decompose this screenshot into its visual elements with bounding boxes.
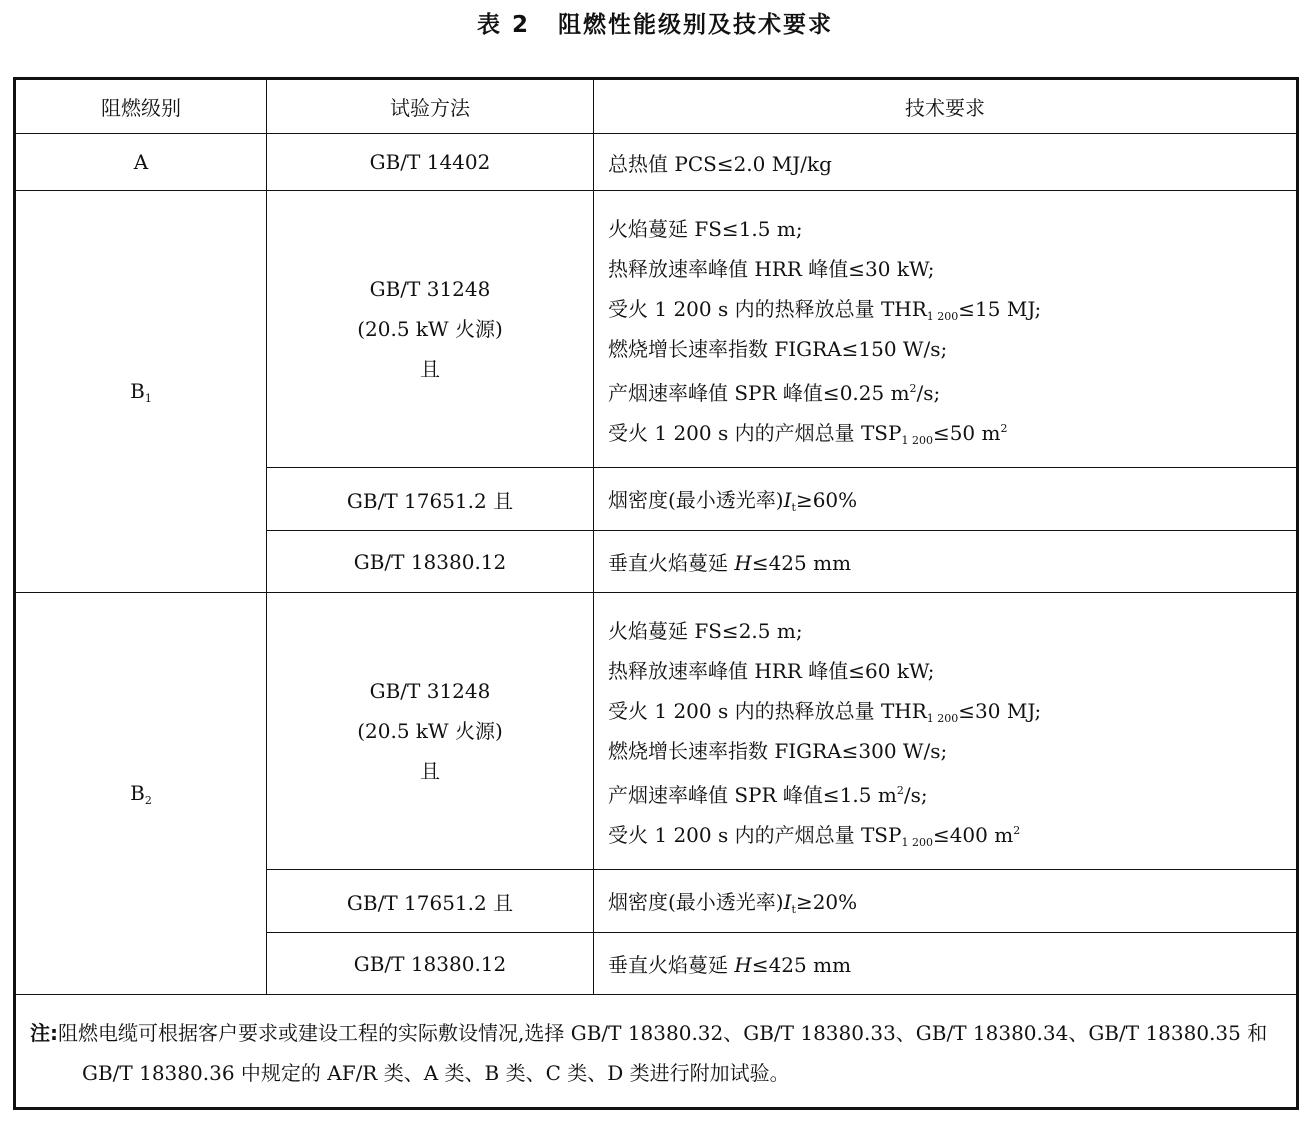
method-cell: GB/T 31248 (20.5 kW 火源) 且 xyxy=(267,191,594,468)
table-row xyxy=(15,593,1298,870)
note-text: 阻燃电缆可根据客户要求或建设工程的实际敷设情况,选择 GB/T 18380.32、GB/T 18380.33、GB/T 18380.34、GB/T 18380.35 和 GB/T 18380.36 中规定的 AF/R 类、A 类、B 类、C 类、D 类进行附加试验。 xyxy=(58,1021,1268,1085)
table-row xyxy=(15,134,1298,191)
requirement-cell: 烟密度(最小透光率)$I_t\ge 20\%$ xyxy=(594,870,1298,933)
header-method: 试验方法 xyxy=(267,79,594,134)
requirement-cell: 垂直火焰蔓延 H≤425 mm xyxy=(594,933,1298,995)
method-cell: GB/T 17651.2 且 xyxy=(267,870,594,933)
header-level: 阻燃级别 xyxy=(15,79,267,134)
requirement-cell: 总热值 PCS≤2.0 MJ/kg xyxy=(594,134,1298,191)
requirement-cell: 火焰蔓延 FS≤1.5 m; 热释放速率峰值 HRR 峰值≤30 kW; 受火 1 200 s 内的热释放总量 $THR_{1 200}\le 15$ MJ; 燃烧增长速率指数 FIGRA≤150 W/s; 产烟速率峰值 SPR 峰值≤0.25 $m^2/s$; 受火 1 200 s 内的产烟总量 $TSP_{1 200}\le 50$ $m^2$ xyxy=(594,191,1298,468)
header-requirement: 技术要求 xyxy=(594,79,1298,134)
table-number: 表 2 xyxy=(476,12,530,38)
requirement-cell: 烟密度(最小透光率)$I_t\ge 60\%$ xyxy=(594,468,1298,531)
method-cell: GB/T 18380.12 xyxy=(267,531,594,593)
header-row xyxy=(15,79,1298,134)
table-title xyxy=(0,6,1310,39)
flame-retardant-table xyxy=(13,77,1299,1110)
table-caption: 阻燃性能级别及技术要求 xyxy=(558,12,833,38)
requirement-cell: 垂直火焰蔓延 H≤425 mm xyxy=(594,531,1298,593)
method-cell: GB/T 31248 (20.5 kW 火源) 且 xyxy=(267,593,594,870)
level-b2: $B_2$ xyxy=(15,593,267,995)
note-label: 注: xyxy=(30,1021,58,1045)
level-b1: $B_1$ xyxy=(15,191,267,593)
level-a: A xyxy=(15,134,267,191)
method-cell: GB/T 18380.12 xyxy=(267,933,594,995)
requirement-cell: 火焰蔓延 FS≤2.5 m; 热释放速率峰值 HRR 峰值≤60 kW; 受火 1 200 s 内的热释放总量 $THR_{1 200}\le 30$ MJ; 燃烧增长速率指数 FIGRA≤300 W/s; 产烟速率峰值 SPR 峰值≤1.5 $m^2/s$; 受火 1 200 s 内的产烟总量 $TSP_{1 200}\le 400$ $m^2$ xyxy=(594,593,1298,870)
method-cell: GB/T 17651.2 且 xyxy=(267,468,594,531)
table-row xyxy=(15,191,1298,468)
table-note xyxy=(15,995,1298,1109)
note-row xyxy=(15,995,1298,1109)
method-cell: GB/T 14402 xyxy=(267,134,594,191)
